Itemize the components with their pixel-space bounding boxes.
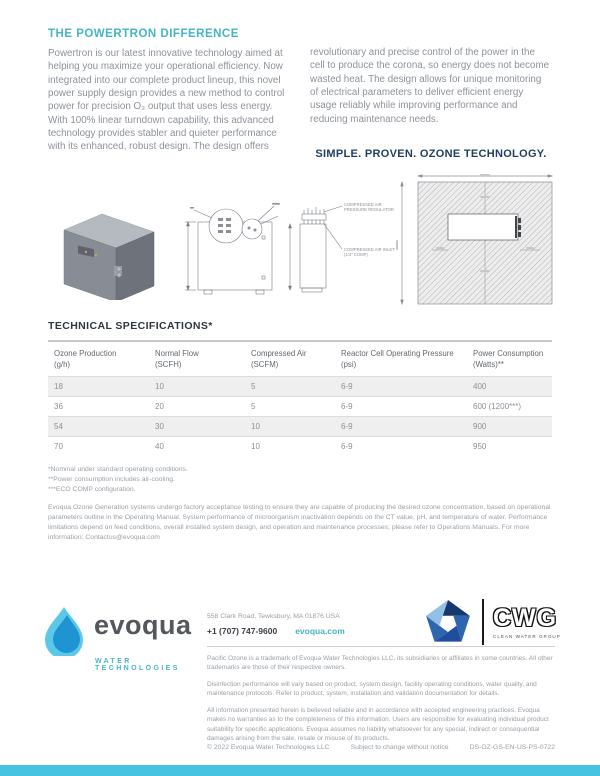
legal-paragraph-2: Disinfection performance will vary based on product, system design, facility operating conditions, water quality, and maintenance protocols. Refer to product, system, installation and validation documentation for details. bbox=[207, 680, 537, 698]
specs-header-row bbox=[48, 341, 552, 377]
table-row: 54 30 10 6-9 900 bbox=[48, 417, 552, 437]
disclaimer-paragraph: Evoqua Ozone Generation systems undergo factory acceptance testing to ensure they are capable of producing the desired ozone concentration, based on operational parameters outline in the Operating Manual. System performance of microorganism inactivation depends on the CT value, pH, and temperature of water. Performance limitations depend on feed conditions, overall installed system design, and operation and maintenance processes; please refer to Operations Manuals. For more information: Contactus@evoqua.com bbox=[48, 503, 551, 542]
evoqua-subtitle: WATER TECHNOLOGIES bbox=[95, 658, 180, 672]
cwg-subtitle: CLEAN WATER GROUP bbox=[493, 633, 561, 639]
cwg-wordmark: CWG bbox=[493, 603, 558, 632]
legal-paragraph-3: All information presented herein is believed reliable and in accordance with accepted engineering practices. Evoqua makes no warranties as to the completeness of this information. Users are responsible for evaluating individual product suitability for specific applications. Evoqua assumes no liability whatsoever for any special, indirect or consequential damages arising from the sale, resale or misuse of its products. bbox=[207, 706, 549, 742]
col-reactor-pressure: Reactor Cell Operating Pressure (psi) bbox=[341, 349, 454, 369]
doc-code: DS-OZ-GS-EN-US-PS-0722 bbox=[469, 744, 555, 751]
footnotes bbox=[48, 465, 552, 495]
svg-text:(1/4" COMP): (1/4" COMP) bbox=[344, 252, 368, 257]
specs-section bbox=[48, 320, 552, 543]
contact-block bbox=[207, 613, 407, 636]
drawings-section bbox=[0, 168, 600, 318]
logo-divider bbox=[482, 599, 484, 645]
footnote-1: *Nominal under standard operating conditions. bbox=[48, 466, 188, 474]
footnote-2: **Power consumption includes air-cooling. bbox=[48, 475, 175, 483]
cwg-logo bbox=[424, 597, 561, 647]
table-row: 70 40 10 6-9 950 bbox=[48, 437, 552, 457]
col-power-consumption: Power Consumption (Watts)** bbox=[473, 349, 544, 369]
address: 558 Clark Road, Tewksbury, MA 01876 USA bbox=[207, 613, 340, 620]
legal-paragraph-1: Pacific Ozone is a trademark of Evoqua Water Technologies LLC, its subsidiaries or affiliates in some countries. All other trademarks are those of their respective owners. bbox=[207, 655, 553, 672]
website-link[interactable]: evoqua.com bbox=[295, 626, 345, 636]
phone-number: +1 (707) 747-9600 bbox=[207, 626, 278, 636]
col-normal-flow: Normal Flow (SCFH) bbox=[155, 349, 199, 369]
evoqua-logo bbox=[42, 606, 192, 672]
change-notice: Subject to change without notice bbox=[350, 744, 449, 751]
product-photo bbox=[56, 208, 166, 300]
table-row: 36 20 5 6-9 600 (1200***) bbox=[48, 397, 552, 417]
front-view-drawing bbox=[182, 194, 282, 304]
footer-divider bbox=[207, 646, 555, 647]
water-drop-icon bbox=[42, 606, 86, 656]
legal-block bbox=[207, 654, 557, 750]
inlet-label: COMPRESSED AIR INLET bbox=[344, 247, 395, 252]
specs-table bbox=[48, 340, 552, 456]
pentagon-icon bbox=[424, 597, 472, 647]
copyright-row bbox=[207, 744, 555, 751]
intro-right-paragraph: revolutionary and precise control of the power in the cell to produce the corona, so energy does not become wasted heat. The design allows for unique monitoring of electrical parameters to deliver efficient energy usage reliably while improving performance and reducing maintenance needs. bbox=[310, 47, 550, 125]
regulator-label: COMPRESSED AIR bbox=[344, 202, 382, 207]
col-ozone-production: Ozone Production (g/h) bbox=[54, 349, 117, 369]
svg-text:PRESSURE REGULATOR: PRESSURE REGULATOR bbox=[344, 207, 394, 212]
intro-left-column bbox=[48, 28, 290, 160]
intro-section bbox=[48, 28, 552, 160]
evoqua-wordmark: evoqua bbox=[94, 610, 192, 640]
table-row: 18 10 5 6-9 400 bbox=[48, 377, 552, 397]
intro-left-paragraph: Powertron is our latest innovative technology aimed at helping you maximize your operational efficiency. Now integrated into our complete product lineup, this novel power supply design provides a new method to control power for precision O₃ output that uses less energy. With 100% linear turndown capability, this advanced technology provides stabler and quieter performance with its enhanced, robust design. The design offers bbox=[48, 48, 285, 153]
wall-mount-drawing bbox=[392, 170, 562, 312]
tagline: SIMPLE. PROVEN. OZONE TECHNOLOGY. bbox=[315, 147, 547, 160]
col-compressed-air: Compressed Air (SCFM) bbox=[251, 349, 307, 369]
specs-heading: TECHNICAL SPECIFICATIONS* bbox=[48, 320, 213, 332]
page-title: THE POWERTRON DIFFERENCE bbox=[48, 28, 239, 40]
intro-right-column bbox=[310, 28, 552, 160]
footnote-3: ***ECO COMP configuration. bbox=[48, 485, 136, 493]
copyright: © 2022 Evoqua Water Technologies LLC bbox=[207, 744, 330, 751]
bottom-accent-bar bbox=[0, 765, 600, 776]
